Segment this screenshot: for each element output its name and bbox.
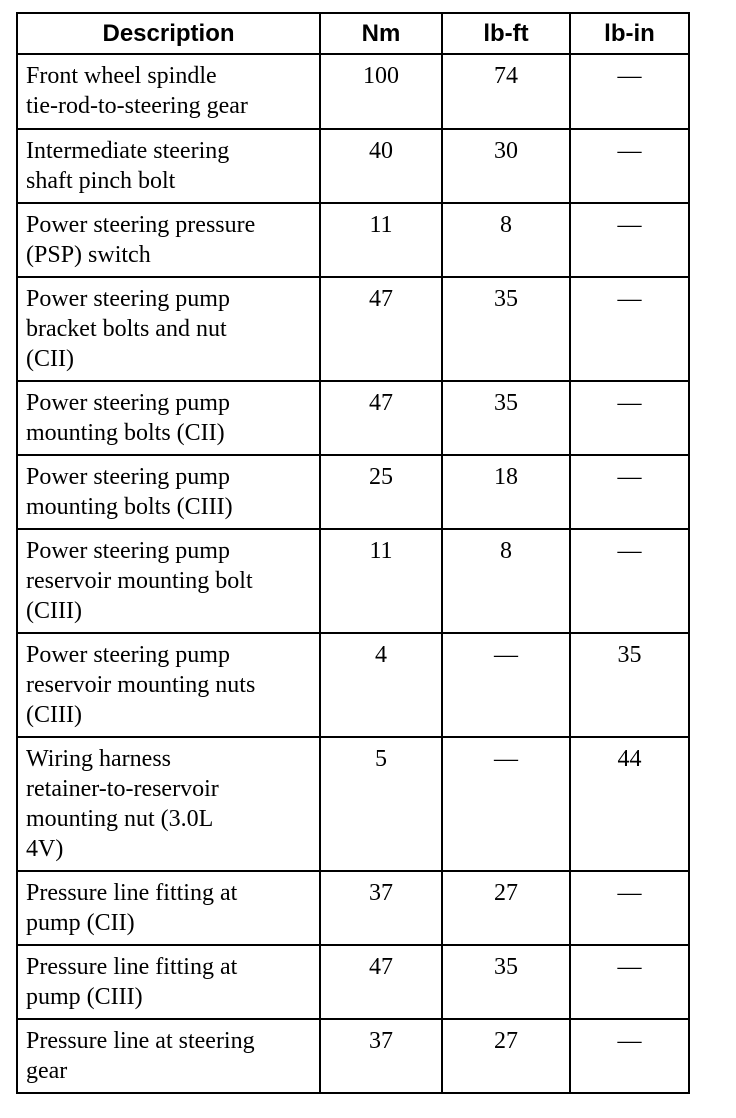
description-cell: Intermediate steering shaft pinch bolt: [17, 129, 320, 203]
lb-in-cell: 35: [570, 633, 689, 737]
description-cell: Power steering pump bracket bolts and nut (CII): [17, 277, 320, 381]
nm-cell: 4: [320, 633, 442, 737]
description-cell: Power steering pump mounting bolts (CII): [17, 381, 320, 455]
lb-ft-cell: 35: [442, 277, 570, 381]
lb-in-cell: —: [570, 203, 689, 277]
lb-in-cell: —: [570, 54, 689, 129]
lb-in-cell: —: [570, 529, 689, 633]
lb-in-cell: —: [570, 129, 689, 203]
table-header-row: [17, 13, 689, 54]
description-cell: Power steering pressure (PSP) switch: [17, 203, 320, 277]
lb-in-cell: —: [570, 1019, 689, 1093]
description-cell: Power steering pump mounting bolts (CIII): [17, 455, 320, 529]
table-row: [17, 871, 689, 945]
table-row: [17, 633, 689, 737]
nm-cell: 11: [320, 203, 442, 277]
table-row: [17, 381, 689, 455]
nm-cell: 47: [320, 277, 442, 381]
nm-cell: 47: [320, 381, 442, 455]
nm-cell: 11: [320, 529, 442, 633]
lb-in-cell: —: [570, 871, 689, 945]
nm-cell: 40: [320, 129, 442, 203]
header-description: Description: [17, 13, 320, 54]
lb-ft-cell: 18: [442, 455, 570, 529]
lb-ft-cell: 74: [442, 54, 570, 129]
table-row: [17, 203, 689, 277]
description-cell: Wiring harness retainer-to-reservoir mounting nut (3.0L 4V): [17, 737, 320, 871]
lb-ft-cell: 35: [442, 381, 570, 455]
nm-cell: 37: [320, 1019, 442, 1093]
table-row: [17, 1019, 689, 1093]
lb-in-cell: —: [570, 455, 689, 529]
lb-in-cell: —: [570, 945, 689, 1019]
header-lb-ft: lb-ft: [442, 13, 570, 54]
lb-ft-cell: 35: [442, 945, 570, 1019]
description-cell: Power steering pump reservoir mounting bolt (CIII): [17, 529, 320, 633]
table-row: [17, 54, 689, 129]
nm-cell: 100: [320, 54, 442, 129]
description-cell: Pressure line fitting at pump (CII): [17, 871, 320, 945]
table-row: [17, 737, 689, 871]
nm-cell: 25: [320, 455, 442, 529]
lb-in-cell: 44: [570, 737, 689, 871]
lb-ft-cell: —: [442, 737, 570, 871]
torque-spec-table: [16, 12, 690, 1094]
table-row: [17, 277, 689, 381]
lb-ft-cell: 8: [442, 529, 570, 633]
lb-ft-cell: 27: [442, 1019, 570, 1093]
nm-cell: 47: [320, 945, 442, 1019]
header-nm: Nm: [320, 13, 442, 54]
nm-cell: 37: [320, 871, 442, 945]
lb-ft-cell: 8: [442, 203, 570, 277]
lb-in-cell: —: [570, 277, 689, 381]
table-row: [17, 529, 689, 633]
lb-in-cell: —: [570, 381, 689, 455]
table-row: [17, 945, 689, 1019]
table-row: [17, 129, 689, 203]
lb-ft-cell: —: [442, 633, 570, 737]
lb-ft-cell: 27: [442, 871, 570, 945]
description-cell: Power steering pump reservoir mounting nuts (CIII): [17, 633, 320, 737]
description-cell: Front wheel spindle tie-rod-to-steering gear: [17, 54, 320, 129]
lb-ft-cell: 30: [442, 129, 570, 203]
nm-cell: 5: [320, 737, 442, 871]
table-row: [17, 455, 689, 529]
header-lb-in: lb-in: [570, 13, 689, 54]
description-cell: Pressure line fitting at pump (CIII): [17, 945, 320, 1019]
description-cell: Pressure line at steering gear: [17, 1019, 320, 1093]
